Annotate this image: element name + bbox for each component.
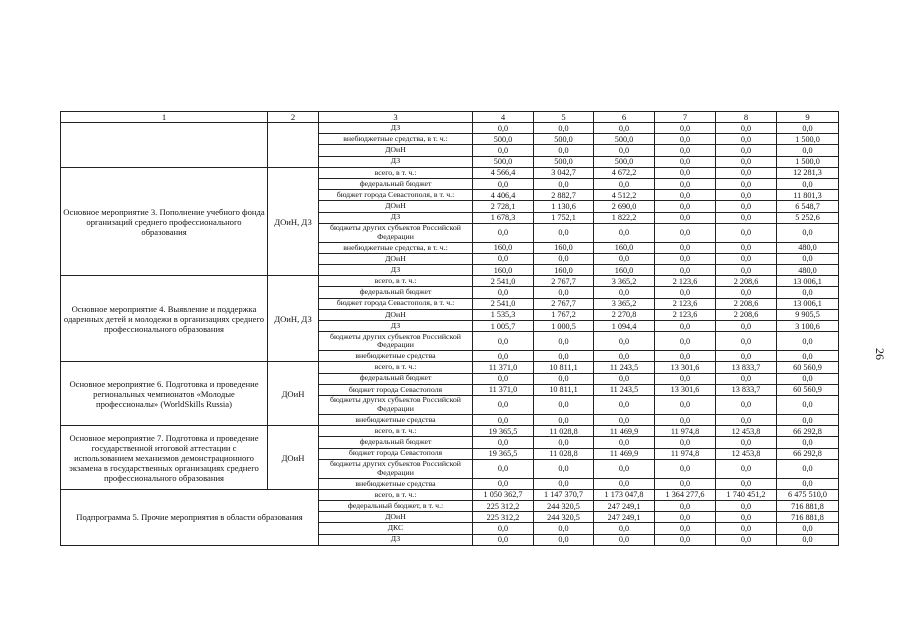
amount-cell: 1 752,1 [534, 212, 594, 223]
amount-cell: 0,0 [594, 223, 655, 242]
amount-cell: 11 974,8 [655, 448, 716, 459]
funding-source: ДЗ [319, 212, 473, 223]
amount-cell: 1 364 277,6 [655, 489, 716, 500]
amount-cell: 11 801,3 [777, 190, 839, 201]
amount-cell: 2 208,6 [716, 298, 777, 309]
amount-cell: 0,0 [655, 178, 716, 189]
amount-cell: 0,0 [655, 223, 716, 242]
amount-cell: 0,0 [473, 395, 534, 414]
header-cell: 7 [655, 112, 716, 123]
responsible-executor: ДОиН, ДЗ [268, 276, 319, 362]
amount-cell: 0,0 [777, 223, 839, 242]
amount-cell: 2 541,0 [473, 298, 534, 309]
amount-cell: 0,0 [716, 534, 777, 545]
page-number: 26 [873, 348, 887, 360]
activity-name: Основное мероприятие 6. Подготовка и проведение региональных чемпионатов «Молодые профессионалы» (WorldSkills Russia) [61, 362, 268, 426]
amount-cell: 0,0 [473, 332, 534, 351]
amount-cell: 500,0 [534, 134, 594, 145]
amount-cell: 0,0 [473, 145, 534, 156]
amount-cell: 1 767,2 [534, 309, 594, 320]
amount-cell: 13 301,6 [655, 384, 716, 395]
header-cell: 1 [61, 112, 268, 123]
funding-source: федеральный бюджет [319, 437, 473, 448]
amount-cell: 0,0 [473, 437, 534, 448]
amount-cell: 500,0 [534, 156, 594, 167]
amount-cell: 0,0 [594, 459, 655, 478]
amount-cell: 0,0 [534, 123, 594, 134]
budget-table [60, 111, 839, 546]
amount-cell: 0,0 [534, 145, 594, 156]
amount-cell: 0,0 [777, 523, 839, 534]
amount-cell: 0,0 [473, 351, 534, 362]
amount-cell: 160,0 [473, 265, 534, 276]
amount-cell: 0,0 [777, 178, 839, 189]
amount-cell: 0,0 [716, 523, 777, 534]
amount-cell: 2 882,7 [534, 190, 594, 201]
funding-source: всего, в т. ч.: [319, 426, 473, 437]
amount-cell: 0,0 [594, 123, 655, 134]
amount-cell: 0,0 [716, 321, 777, 332]
amount-cell: 0,0 [716, 212, 777, 223]
funding-source: всего, в т. ч.: [319, 167, 473, 178]
amount-cell: 0,0 [473, 287, 534, 298]
amount-cell: 0,0 [716, 123, 777, 134]
amount-cell: 0,0 [655, 253, 716, 264]
amount-cell: 0,0 [777, 478, 839, 489]
amount-cell: 0,0 [777, 395, 839, 414]
amount-cell: 2 208,6 [716, 276, 777, 287]
header-cell: 2 [268, 112, 319, 123]
amount-cell: 0,0 [594, 178, 655, 189]
amount-cell: 1 500,0 [777, 134, 839, 145]
amount-cell: 0,0 [716, 134, 777, 145]
amount-cell: 3 365,2 [594, 276, 655, 287]
amount-cell: 0,0 [655, 321, 716, 332]
amount-cell: 716 881,8 [777, 501, 839, 512]
responsible-executor: ДОиН [268, 426, 319, 490]
header-row [61, 112, 839, 123]
amount-cell: 0,0 [716, 351, 777, 362]
amount-cell: 0,0 [534, 253, 594, 264]
amount-cell: 0,0 [534, 523, 594, 534]
amount-cell: 0,0 [655, 201, 716, 212]
amount-cell: 0,0 [594, 351, 655, 362]
header-cell: 4 [473, 112, 534, 123]
amount-cell: 244 320,5 [534, 501, 594, 512]
amount-cell: 0,0 [655, 212, 716, 223]
amount-cell: 0,0 [655, 414, 716, 425]
amount-cell: 0,0 [655, 287, 716, 298]
amount-cell: 0,0 [473, 523, 534, 534]
amount-cell: 0,0 [716, 459, 777, 478]
amount-cell: 2 690,0 [594, 201, 655, 212]
amount-cell: 0,0 [534, 414, 594, 425]
amount-cell: 1 173 047,8 [594, 489, 655, 500]
funding-source: бюджет города Севастополя, в т. ч.: [319, 190, 473, 201]
amount-cell: 225 312,2 [473, 501, 534, 512]
amount-cell: 0,0 [655, 265, 716, 276]
amount-cell: 500,0 [473, 134, 534, 145]
funding-source: бюджеты других субъектов Российской Федерации [319, 459, 473, 478]
funding-source: ДЗ [319, 156, 473, 167]
activity-name: Основное мероприятие 4. Выявление и поддержка одаренных детей и молодежи в организациях среднего профессионального образования [61, 276, 268, 362]
funding-source: всего, в т. ч.: [319, 276, 473, 287]
amount-cell: 0,0 [777, 287, 839, 298]
funding-source: внебюджетные средства, в т. ч.: [319, 242, 473, 253]
amount-cell: 0,0 [534, 459, 594, 478]
funding-source: ДКС [319, 523, 473, 534]
amount-cell: 0,0 [716, 201, 777, 212]
amount-cell: 0,0 [716, 178, 777, 189]
amount-cell: 1 678,3 [473, 212, 534, 223]
amount-cell: 0,0 [473, 253, 534, 264]
amount-cell: 0,0 [716, 332, 777, 351]
amount-cell: 0,0 [716, 190, 777, 201]
funding-source: ДОиН [319, 145, 473, 156]
funding-source: бюджет города Севастополя, в т. ч.: [319, 298, 473, 309]
amount-cell: 3 365,2 [594, 298, 655, 309]
amount-cell: 0,0 [534, 478, 594, 489]
header-cell: 8 [716, 112, 777, 123]
amount-cell: 0,0 [655, 459, 716, 478]
amount-cell: 0,0 [473, 178, 534, 189]
amount-cell: 11 243,5 [594, 384, 655, 395]
amount-cell: 0,0 [716, 512, 777, 523]
amount-cell: 66 292,8 [777, 426, 839, 437]
amount-cell: 13 006,1 [777, 298, 839, 309]
amount-cell: 11 028,8 [534, 426, 594, 437]
amount-cell: 0,0 [594, 287, 655, 298]
responsible-executor [268, 123, 319, 168]
amount-cell: 2 123,6 [655, 298, 716, 309]
amount-cell: 225 312,2 [473, 512, 534, 523]
amount-cell: 0,0 [716, 223, 777, 242]
funding-source: внебюджетные средства [319, 351, 473, 362]
amount-cell: 13 301,6 [655, 362, 716, 373]
amount-cell: 1 500,0 [777, 156, 839, 167]
amount-cell: 0,0 [473, 459, 534, 478]
amount-cell: 3 042,7 [534, 167, 594, 178]
amount-cell: 1 000,5 [534, 321, 594, 332]
amount-cell: 0,0 [655, 373, 716, 384]
amount-cell: 6 548,7 [777, 201, 839, 212]
funding-source: внебюджетные средства [319, 478, 473, 489]
amount-cell: 0,0 [716, 287, 777, 298]
amount-cell: 0,0 [655, 167, 716, 178]
funding-source: федеральный бюджет [319, 287, 473, 298]
amount-cell: 0,0 [594, 478, 655, 489]
funding-source: бюджеты других субъектов Российской Федерации [319, 223, 473, 242]
amount-cell: 0,0 [777, 145, 839, 156]
amount-cell: 19 365,5 [473, 426, 534, 437]
amount-cell: 160,0 [473, 242, 534, 253]
amount-cell: 0,0 [716, 167, 777, 178]
amount-cell: 0,0 [594, 437, 655, 448]
amount-cell: 160,0 [534, 265, 594, 276]
funding-source: ДОиН [319, 512, 473, 523]
funding-source: внебюджетные средства, в т. ч.: [319, 134, 473, 145]
funding-source: всего, в т. ч.: [319, 362, 473, 373]
amount-cell: 2 541,0 [473, 276, 534, 287]
amount-cell: 1 005,7 [473, 321, 534, 332]
funding-source: ДОиН [319, 309, 473, 320]
amount-cell: 500,0 [594, 156, 655, 167]
amount-cell: 0,0 [777, 437, 839, 448]
amount-cell: 0,0 [777, 534, 839, 545]
amount-cell: 0,0 [473, 373, 534, 384]
amount-cell: 0,0 [534, 351, 594, 362]
activity-name: Основное мероприятие 3. Пополнение учебного фонда организаций среднего профессионального образования [61, 167, 268, 276]
amount-cell: 0,0 [534, 332, 594, 351]
amount-cell: 716 881,8 [777, 512, 839, 523]
amount-cell: 0,0 [716, 145, 777, 156]
amount-cell: 160,0 [534, 242, 594, 253]
amount-cell: 4 512,2 [594, 190, 655, 201]
amount-cell: 0,0 [716, 156, 777, 167]
header-cell: 9 [777, 112, 839, 123]
amount-cell: 0,0 [655, 242, 716, 253]
amount-cell: 0,0 [534, 287, 594, 298]
amount-cell: 1 147 370,7 [534, 489, 594, 500]
amount-cell: 2 123,6 [655, 276, 716, 287]
subprogram-name: Подпрограмма 5. Прочие мероприятия в области образования [61, 489, 319, 545]
amount-cell: 0,0 [655, 501, 716, 512]
amount-cell: 12 281,3 [777, 167, 839, 178]
funding-source: федеральный бюджет [319, 178, 473, 189]
amount-cell: 2 767,7 [534, 276, 594, 287]
amount-cell: 0,0 [777, 459, 839, 478]
header-cell: 6 [594, 112, 655, 123]
amount-cell: 500,0 [594, 134, 655, 145]
amount-cell: 0,0 [716, 242, 777, 253]
amount-cell: 2 728,1 [473, 201, 534, 212]
funding-source: всего, в т. ч.: [319, 489, 473, 500]
amount-cell: 0,0 [594, 145, 655, 156]
amount-cell: 2 767,7 [534, 298, 594, 309]
amount-cell: 19 365,5 [473, 448, 534, 459]
amount-cell: 12 453,8 [716, 426, 777, 437]
amount-cell: 0,0 [534, 437, 594, 448]
amount-cell: 60 560,9 [777, 362, 839, 373]
amount-cell: 10 811,1 [534, 362, 594, 373]
funding-source: бюджеты других субъектов Российской Федерации [319, 395, 473, 414]
amount-cell: 13 833,7 [716, 362, 777, 373]
amount-cell: 0,0 [534, 373, 594, 384]
amount-cell: 0,0 [655, 123, 716, 134]
activity-name: Основное мероприятие 7. Подготовка и проведение государственной итоговой аттестации с использованием механизмов демонстрационного экзамена в государственных организациях среднего профессионального образования [61, 426, 268, 490]
amount-cell: 0,0 [777, 253, 839, 264]
table-row [61, 276, 839, 287]
amount-cell: 0,0 [655, 145, 716, 156]
amount-cell: 160,0 [594, 265, 655, 276]
table-row [61, 167, 839, 178]
amount-cell: 480,0 [777, 265, 839, 276]
amount-cell: 0,0 [594, 332, 655, 351]
amount-cell: 0,0 [473, 223, 534, 242]
amount-cell: 1 130,6 [534, 201, 594, 212]
amount-cell: 0,0 [777, 123, 839, 134]
amount-cell: 0,0 [716, 253, 777, 264]
amount-cell: 0,0 [655, 512, 716, 523]
amount-cell: 0,0 [655, 156, 716, 167]
funding-source: внебюджетные средства [319, 414, 473, 425]
amount-cell: 2 208,6 [716, 309, 777, 320]
amount-cell: 0,0 [777, 332, 839, 351]
amount-cell: 0,0 [473, 534, 534, 545]
amount-cell: 0,0 [534, 223, 594, 242]
amount-cell: 60 560,9 [777, 384, 839, 395]
amount-cell: 0,0 [716, 395, 777, 414]
amount-cell: 0,0 [716, 501, 777, 512]
funding-source: бюджеты других субъектов Российской Федерации [319, 332, 473, 351]
amount-cell: 4 566,4 [473, 167, 534, 178]
amount-cell: 1 050 362,7 [473, 489, 534, 500]
amount-cell: 0,0 [534, 534, 594, 545]
table-row [61, 426, 839, 437]
amount-cell: 4 406,4 [473, 190, 534, 201]
amount-cell: 0,0 [473, 123, 534, 134]
header-cell: 5 [534, 112, 594, 123]
funding-source: ДЗ [319, 534, 473, 545]
amount-cell: 0,0 [777, 351, 839, 362]
funding-source: федеральный бюджет [319, 373, 473, 384]
amount-cell: 1 740 451,2 [716, 489, 777, 500]
activity-name [61, 123, 268, 168]
amount-cell: 160,0 [594, 242, 655, 253]
amount-cell: 0,0 [716, 437, 777, 448]
amount-cell: 10 811,1 [534, 384, 594, 395]
amount-cell: 500,0 [473, 156, 534, 167]
amount-cell: 2 270,8 [594, 309, 655, 320]
amount-cell: 0,0 [655, 395, 716, 414]
amount-cell: 0,0 [716, 414, 777, 425]
amount-cell: 11 371,0 [473, 384, 534, 395]
amount-cell: 480,0 [777, 242, 839, 253]
amount-cell: 0,0 [594, 373, 655, 384]
amount-cell: 247 249,1 [594, 512, 655, 523]
amount-cell: 11 469,9 [594, 448, 655, 459]
amount-cell: 13 006,1 [777, 276, 839, 287]
amount-cell: 9 905,5 [777, 309, 839, 320]
budget-table-container [60, 111, 838, 546]
amount-cell: 0,0 [655, 534, 716, 545]
amount-cell: 244 320,5 [534, 512, 594, 523]
amount-cell: 2 123,6 [655, 309, 716, 320]
amount-cell: 0,0 [594, 414, 655, 425]
amount-cell: 13 833,7 [716, 384, 777, 395]
funding-source: бюджет города Севастополя [319, 384, 473, 395]
amount-cell: 0,0 [655, 351, 716, 362]
amount-cell: 5 252,6 [777, 212, 839, 223]
amount-cell: 11 974,8 [655, 426, 716, 437]
amount-cell: 0,0 [594, 523, 655, 534]
funding-source: ДОиН [319, 253, 473, 264]
amount-cell: 11 028,8 [534, 448, 594, 459]
amount-cell: 0,0 [655, 332, 716, 351]
table-row [61, 489, 839, 500]
amount-cell: 0,0 [655, 523, 716, 534]
amount-cell: 3 100,6 [777, 321, 839, 332]
amount-cell: 0,0 [716, 373, 777, 384]
funding-source: бюджет города Севастополя [319, 448, 473, 459]
funding-source: ДЗ [319, 265, 473, 276]
responsible-executor: ДОиН, ДЗ [268, 167, 319, 276]
amount-cell: 0,0 [655, 478, 716, 489]
amount-cell: 0,0 [594, 395, 655, 414]
amount-cell: 6 475 510,0 [777, 489, 839, 500]
table-row [61, 123, 839, 134]
amount-cell: 0,0 [655, 190, 716, 201]
funding-source: ДЗ [319, 321, 473, 332]
amount-cell: 11 371,0 [473, 362, 534, 373]
amount-cell: 4 672,2 [594, 167, 655, 178]
funding-source: федеральный бюджет, в т. ч.: [319, 501, 473, 512]
amount-cell: 0,0 [655, 437, 716, 448]
amount-cell: 0,0 [534, 178, 594, 189]
amount-cell: 0,0 [473, 478, 534, 489]
amount-cell: 247 249,1 [594, 501, 655, 512]
amount-cell: 1 094,4 [594, 321, 655, 332]
amount-cell: 0,0 [594, 534, 655, 545]
amount-cell: 11 469,9 [594, 426, 655, 437]
funding-source: ДОиН [319, 201, 473, 212]
amount-cell: 1 822,2 [594, 212, 655, 223]
amount-cell: 0,0 [777, 373, 839, 384]
amount-cell: 0,0 [534, 395, 594, 414]
amount-cell: 0,0 [655, 134, 716, 145]
amount-cell: 11 243,5 [594, 362, 655, 373]
amount-cell: 0,0 [777, 414, 839, 425]
table-row [61, 362, 839, 373]
header-cell: 3 [319, 112, 473, 123]
amount-cell: 1 535,3 [473, 309, 534, 320]
amount-cell: 0,0 [716, 478, 777, 489]
funding-source: ДЗ [319, 123, 473, 134]
amount-cell: 0,0 [594, 253, 655, 264]
amount-cell: 0,0 [473, 414, 534, 425]
amount-cell: 0,0 [716, 265, 777, 276]
responsible-executor: ДОиН [268, 362, 319, 426]
amount-cell: 12 453,8 [716, 448, 777, 459]
amount-cell: 66 292,8 [777, 448, 839, 459]
